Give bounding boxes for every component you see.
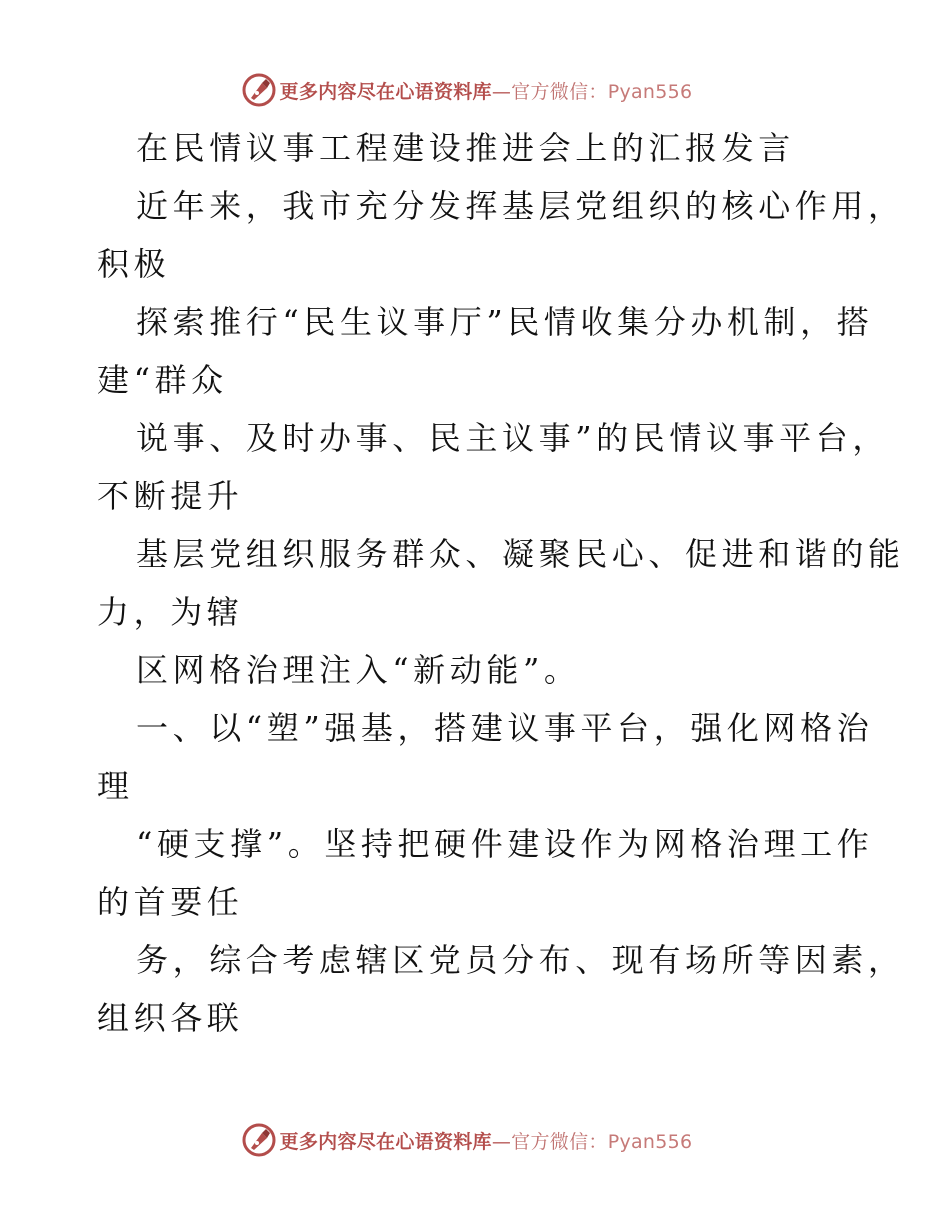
document-title: 在民情议事工程建设推进会上的汇报发言: [136, 129, 795, 167]
paragraph-line: 区网格治理注入“新动能”。: [136, 651, 581, 689]
section-heading-line: 理: [97, 767, 134, 805]
paragraph-line: 不断提升: [97, 477, 244, 515]
paragraph-line: 建“群众: [97, 361, 228, 399]
watermark-official-label: 官方微信：: [511, 80, 608, 103]
watermark-brand: 更多内容尽在心语资料库: [279, 1130, 492, 1153]
paragraph-line: 基层党组织服务群众、凝聚民心、促进和谐的能: [136, 535, 905, 573]
watermark-text: [280, 1127, 693, 1154]
paragraph-line: 说事、及时办事、民主议事”的民情议事平台，: [136, 419, 889, 457]
watermark-brand: 更多内容尽在心语资料库: [279, 80, 492, 103]
watermark-group: [242, 73, 693, 107]
pen-nib-logo-icon: [242, 1123, 276, 1157]
footer-watermark: [0, 1120, 950, 1160]
pen-nib-logo-icon: [242, 73, 276, 107]
watermark-dash: —: [491, 80, 512, 103]
paragraph-line: 组织各联: [97, 999, 244, 1037]
paragraph-line: 积极: [97, 245, 171, 283]
paragraph-line: 的首要任: [97, 883, 244, 921]
watermark-dash: —: [491, 1130, 512, 1153]
paragraph-line: 务，综合考虑辖区党员分布、现有场所等因素，: [136, 941, 905, 979]
watermark-wechat-id: Pyan556: [607, 80, 693, 103]
watermark-official-label: 官方微信：: [511, 1130, 608, 1153]
header-watermark: [0, 70, 950, 110]
paragraph-line: “硬支撑”。坚持把硬件建设作为网格治理工作: [136, 825, 874, 863]
watermark-wechat-id: Pyan556: [607, 1130, 693, 1153]
paragraph-line: 探索推行“民生议事厅”民情收集分办机制，搭: [136, 303, 874, 341]
section-heading-line: 一、以“塑”强基，搭建议事平台，强化网格治: [136, 709, 874, 747]
watermark-text: [280, 77, 693, 104]
paragraph-line: 力，为辖: [97, 593, 244, 631]
paragraph-line: 近年来，我市充分发挥基层党组织的核心作用，: [136, 187, 905, 225]
watermark-group: [242, 1123, 693, 1157]
